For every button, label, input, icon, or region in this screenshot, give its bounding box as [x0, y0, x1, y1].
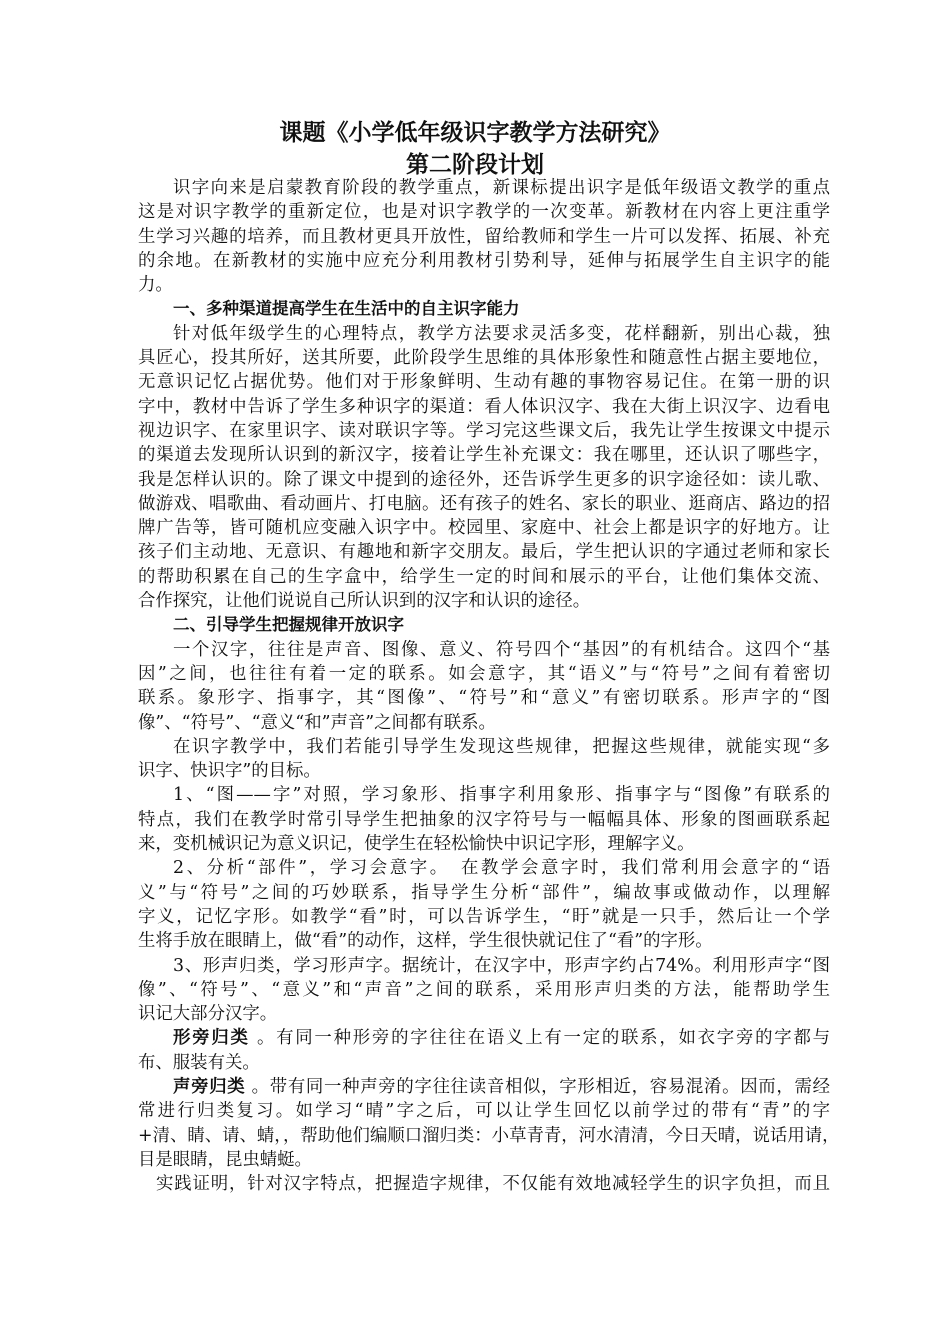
- text-line: [138, 978, 830, 1002]
- line-text: 像”、“符号”、“意义”和“声音”之间的联系，采用形声归类的方法，能帮助学生: [138, 979, 830, 1000]
- line-text: 视边识字、在家里识字、读对联识字等。学习完这些课文后，我先让学生按课文中提示: [138, 420, 830, 441]
- text-line: [138, 711, 830, 735]
- section-heading: [138, 297, 830, 321]
- paragraph: [138, 1026, 830, 1075]
- paragraph: [138, 735, 830, 784]
- line-text: 生将手放在眼睛上，做“看”的动作，这样，学生很快就记住了“看”的字形。: [138, 931, 713, 952]
- text-line: [138, 322, 830, 346]
- line-text: 1、“图——字”对照，学习象形、指事字利用象形、指事字与“图像”有联系的: [173, 785, 830, 806]
- line-text: 识记大部分汉字。: [138, 1004, 278, 1025]
- text-line: [138, 1172, 830, 1196]
- text-line: [138, 1099, 830, 1123]
- line-text: 牌广告等，皆可随机应变融入识字中。校园里、家庭中、社会上都是识字的好地方。让: [138, 518, 830, 539]
- line-text: 目是眼睛，昆虫蜻蜓。: [138, 1149, 312, 1170]
- line-text: 一、多种渠道提高学生在生活中的自主识字能力: [173, 299, 520, 319]
- paragraph: [138, 856, 830, 953]
- document-body: [138, 176, 840, 1196]
- text-line: [138, 443, 830, 467]
- line-text: 的渠道去发现所认识到的新汉字，接着让学生补充课文：我在哪里，还认识了哪些字，: [138, 445, 830, 466]
- text-line: [138, 808, 830, 832]
- line-text: 。带有同一种声旁的字往往读音相似，字形相近，容易混淆。因而，需经: [245, 1076, 830, 1097]
- section-heading: [138, 613, 830, 637]
- text-line: [138, 759, 830, 783]
- text-line: [138, 468, 830, 492]
- text-line: [138, 370, 830, 394]
- line-text: 3、形声归类，学习形声字。据统计，在汉字中，形声字约占74%。利用形声字“图: [173, 955, 830, 976]
- text-line: [138, 783, 830, 807]
- text-line: [138, 516, 830, 540]
- line-text: 我是怎样认识的。除了课文中提到的途径外，还告诉学生更多的识字途径如：读儿歌、: [138, 469, 830, 490]
- line-text: 针对低年级学生的心理特点，教学方法要求灵活多变，花样翻新，别出心裁，独: [173, 323, 830, 344]
- document-subtitle: 第二阶段计划: [406, 152, 544, 178]
- text-line: [138, 1148, 830, 1172]
- line-text: 像”、“符号”、“意义“和”声音”之间都有联系。: [138, 712, 496, 733]
- line-text: 联系。象形字、指事字，其“图像”、“符号”和“意义”有密切联系。形声字的“图: [138, 688, 830, 709]
- line-text: 字义，记忆字形。如教学“看”时，可以告诉学生，“盱”就是一只手，然后让一个学: [138, 906, 830, 927]
- text-line: [138, 1051, 830, 1075]
- text-line: [138, 1124, 840, 1148]
- text-line: [138, 954, 830, 978]
- text-line: [138, 565, 830, 589]
- paragraph: [138, 1172, 830, 1196]
- text-line: [138, 249, 830, 273]
- text-line: [138, 832, 830, 856]
- line-text: 一个汉字，往往是声音、图像、意义、符号四个“基因”的有机结合。这四个“基: [173, 639, 830, 660]
- text-line: [138, 1075, 830, 1099]
- text-line: [138, 419, 830, 443]
- document-title: 课题《小学低年级识字教学方法研究》: [279, 120, 671, 146]
- line-text: 这是对识字教学的重新定位，也是对识字教学的一次变革。新教材在内容上更注重学: [138, 202, 830, 223]
- bold-lead-term: 声旁归类: [173, 1076, 246, 1097]
- text-line: [138, 346, 830, 370]
- line-text: 。有同一种形旁的字往往在语义上有一定的联系，如衣字旁的字都与: [249, 1028, 830, 1049]
- paragraph: [138, 322, 830, 614]
- line-text: 在识字教学中，我们若能引导学生发现这些规律，把握这些规律，就能实现“多: [173, 736, 830, 757]
- text-line: [138, 735, 830, 759]
- line-text: 无意识记忆占据优势。他们对于形象鲜明、生动有趣的事物容易记住。在第一册的识: [138, 372, 830, 393]
- paragraph: [138, 783, 830, 856]
- text-line: [138, 905, 830, 929]
- line-text: 二、引导学生把握规律开放识字: [173, 615, 404, 635]
- line-text: +清、睛、请、蜻，，帮助他们编顺口溜归类：小草青青，河水清清，今日天晴，说话用请，: [138, 1125, 840, 1146]
- line-text: 做游戏、唱歌曲、看动画片、打电脑。还有孩子的姓名、家长的职业、逛商店、路边的招: [138, 493, 830, 514]
- line-text: 识字、快识字”的目标。: [138, 761, 321, 782]
- text-line: [138, 881, 830, 905]
- text-line: [138, 638, 830, 662]
- line-text: 孩子们主动地、无意识、有趣地和新字交朋友。最后，学生把认识的字通过老师和家长: [138, 542, 830, 563]
- line-text: 实践证明，针对汉字特点，把握造字规律，不仅能有效地减轻学生的识字负担，而且: [156, 1174, 830, 1195]
- line-text: 力。: [138, 275, 173, 296]
- line-text: 常进行归类复习。如学习“晴”字之后，可以让学生回忆以前学过的带有“青”的字: [138, 1101, 830, 1122]
- text-line: [138, 929, 830, 953]
- text-line: [138, 395, 830, 419]
- text-line: [138, 297, 830, 321]
- line-text: 义”与“符号”之间的巧妙联系，指导学生分析“部件”，编故事或做动作，以理解: [138, 882, 830, 903]
- line-text: 的帮助积累在自己的生字盒中，给学生一定的时间和展示的平台，让他们集体交流、: [138, 566, 830, 587]
- line-text: 识字向来是启蒙教育阶段的教学重点，新课标提出识字是低年级语文教学的重点: [173, 178, 830, 198]
- text-line: [138, 1002, 830, 1026]
- paragraph: [138, 638, 830, 735]
- line-text: 的余地。在新教材的实施中应充分利用教材引势利导，延伸与拓展学生自主识字的能: [138, 250, 830, 271]
- text-line: [138, 856, 830, 880]
- line-text: 因”之间，也往往有着一定的联系。如会意字，其“语义”与“符号”之间有着密切: [138, 663, 830, 684]
- text-line: [138, 176, 830, 200]
- line-text: 字中，教材中告诉了学生多种识字的渠道：看人体识汉字、我在大街上识汉字、边看电: [138, 396, 830, 417]
- text-line: [138, 1026, 830, 1050]
- paragraph: [138, 1075, 840, 1172]
- line-text: 生学习兴趣的培养，而且教材更具开放性，留给教师和学生一片可以发挥、拓展、补充: [138, 226, 830, 247]
- text-line: [138, 273, 830, 297]
- bold-lead-term: 形旁归类: [173, 1028, 250, 1049]
- line-text: 布、服装有关。: [138, 1052, 260, 1073]
- text-line: [138, 200, 830, 224]
- text-line: [138, 589, 830, 613]
- paragraph: [138, 176, 830, 297]
- text-line: [138, 492, 830, 516]
- line-text: 2、分析“部件”，学习会意字。 在教学会意字时，我们常利用会意字的“语: [173, 858, 830, 879]
- text-line: [138, 225, 830, 249]
- line-text: 具匠心，投其所好，送其所要，此阶段学生思维的具体形象性和随意性占据主要地位，: [138, 348, 830, 369]
- text-line: [138, 662, 830, 686]
- text-line: [138, 613, 830, 637]
- paragraph: [138, 954, 830, 1027]
- text-line: [138, 540, 830, 564]
- text-line: [138, 686, 830, 710]
- line-text: 特点，我们在教学时常引导学生把抽象的汉字符号与一幅幅具体、形象的图画联系起: [138, 809, 830, 830]
- line-text: 合作探究，让他们说说自己所认识到的汉字和认识的途径。: [138, 591, 591, 612]
- line-text: 来，变机械识记为意义识记，使学生在轻松愉快中识记字形，理解字义。: [138, 834, 695, 855]
